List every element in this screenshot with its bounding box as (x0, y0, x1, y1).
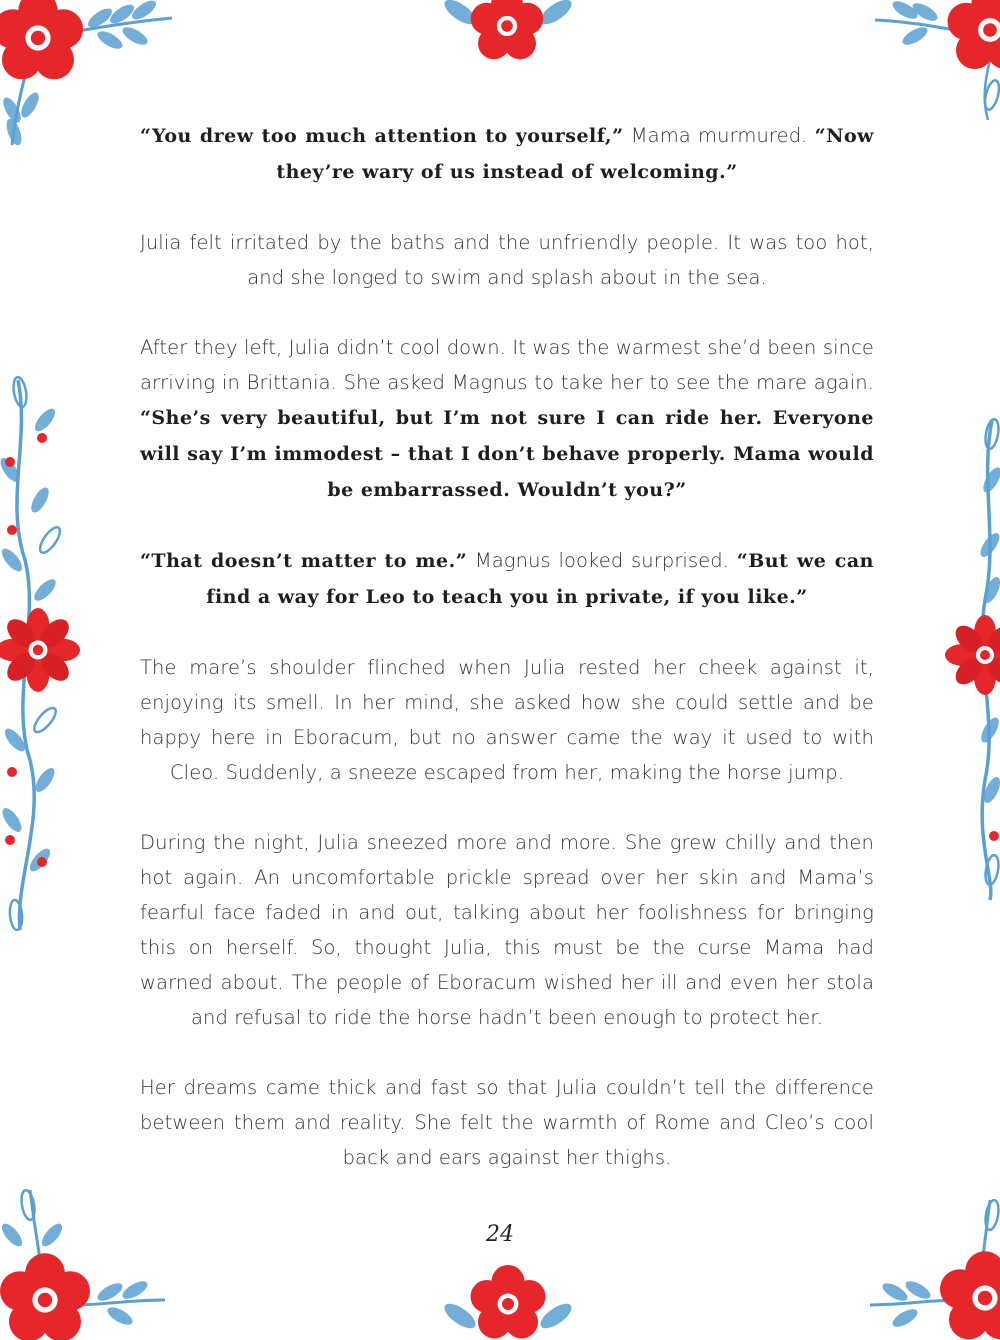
narration-text: The mare’s shoulder flinched when Julia rested her cheek against it, enjoying its smell. In her mind, she asked how she could settle and be happy here in Eboracum, but no answer came the way it used to with Cleo. Suddenly, a sneeze escaped from her, making the horse jump. (140, 656, 874, 784)
right-vine-flower (945, 418, 1000, 900)
narration-text: After they left, Julia didn’t cool down. It was the warmest she’d been since arriving in Brittania. She asked Magnus to take her to see the mare again. (140, 336, 874, 394)
story-paragraph (140, 225, 874, 295)
page-number: 24 (486, 1222, 514, 1247)
dialogue-text: “She’s very beautiful, but I’m not sure I can ride her. Everyone will say I’m immodest – that I don’t behave properly. Mama would be embarrassed. Wouldn’t you?” (140, 407, 874, 501)
narration-text: Her dreams came thick and fast so that Julia couldn’t tell the difference between them and reality. She felt the warmth of Rome and Cleo’s cool back and ears against her thighs. (140, 1076, 874, 1169)
narration-text: Mama murmured. (623, 124, 815, 147)
story-paragraph (140, 1070, 874, 1175)
narration-text: Magnus looked surprised. (467, 549, 737, 572)
top-center-flower (441, 0, 576, 59)
story-paragraph (140, 650, 874, 790)
dialogue-text: “Now they’re wary of us instead of welcoming.” (276, 125, 874, 183)
dialogue-text: “You drew too much attention to yourself,” (140, 125, 624, 147)
dialogue-text: “That doesn’t matter to me.” (140, 550, 468, 572)
narration-text: Julia felt irritated by the baths and the unfriendly people. It was too hot, and she longed to swim and splash about in the sea. (140, 231, 874, 289)
story-paragraph (140, 825, 874, 1035)
bottom-left-corner-flower (0, 1189, 165, 1340)
story-text (140, 118, 874, 1210)
story-paragraph (140, 543, 874, 615)
top-right-corner-flower (875, 0, 1000, 120)
bottom-center-flower (441, 1265, 576, 1339)
narration-text: During the night, Julia sneezed more and more. She grew chilly and then hot again. An uncomfortable prickle spread over her skin and Mama’s fearful face faded in and out, talking about her foolishness for bringing this on herself. So, thought Julia, this must be the curse Mama had warned about. The people of Eboracum wished her ill and even her stola and refusal to ride the horse hadn’t been enough to protect her. (140, 831, 874, 1029)
bottom-right-corner-flower (870, 1199, 1000, 1339)
story-paragraph (140, 330, 874, 508)
left-vine-flower (0, 376, 80, 930)
dialogue-text: “But we can find a way for Leo to teach you in private, if you like.” (206, 550, 874, 608)
story-paragraph (140, 118, 874, 190)
